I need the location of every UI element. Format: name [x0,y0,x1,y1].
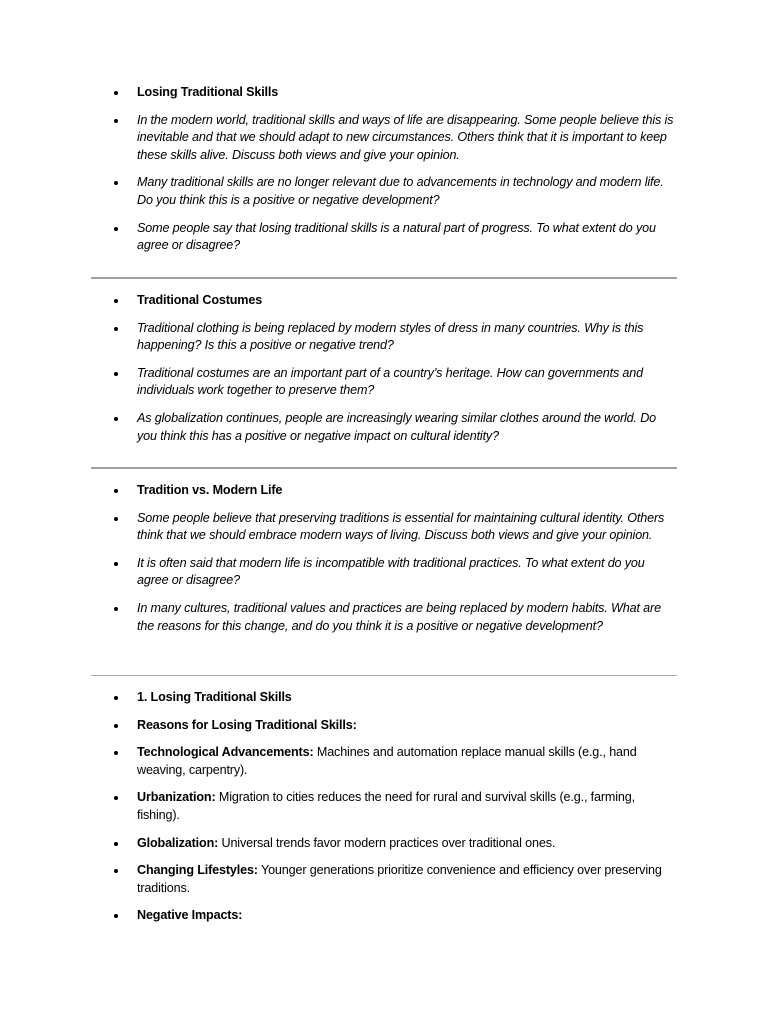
bullet-icon [114,489,118,493]
bullet-icon [114,696,118,700]
list-item [91,410,677,445]
section-heading: Tradition vs. Modern Life [137,483,283,497]
term-label: Globalization: [137,835,219,850]
term-description: Universal trends favor modern practices over traditional ones. [218,835,556,850]
list-item [91,174,677,209]
bullet-icon [114,517,118,521]
horizontal-divider [91,277,677,279]
list-item-subheading [91,717,677,735]
section-traditional-costumes [91,292,677,445]
bullet-icon [114,299,118,303]
question-text: In the modern world, traditional skills and ways of life are disappearing. Some people believe this is inevitable and that we should adapt to new circumstances. Others think that it is important to keep these skills alive. Discuss both views and give your opinion. [137,112,674,162]
question-text: In many cultures, traditional values and practices are being replaced by modern habits. What are the reasons for this change, and do you think it is a positive or negative development? [137,600,661,633]
list-item [91,555,677,590]
bullet-icon [114,372,118,376]
question-text: Many traditional skills are no longer relevant due to advancements in technology and modern life. Do you think this is a positive or negative development? [137,175,664,207]
list-item [91,320,677,355]
bullet-list [91,482,677,635]
subheading: Negative Impacts: [137,908,243,923]
bullet-icon [114,417,118,421]
bullet-icon [114,724,118,728]
list-item-heading [91,84,677,102]
bullet-icon [114,607,118,611]
bullet-list [91,84,677,255]
list-item-heading [91,482,677,500]
bullet-icon [114,562,118,566]
question-text: Traditional clothing is being replaced by modern styles of dress in many countries. Why is this happening? Is this a positive or negative trend? [137,320,644,353]
section-heading: Traditional Costumes [137,293,263,307]
subheading: Reasons for Losing Traditional Skills: [137,717,357,732]
horizontal-divider [91,467,677,469]
list-item [91,112,677,165]
bullet-icon [114,119,118,123]
list-item [91,220,677,255]
bullet-icon [114,914,118,918]
section-losing-traditional-skills [91,84,677,255]
bullet-list [91,292,677,445]
bullet-icon [114,869,118,873]
list-item [91,744,677,779]
list-item-heading [91,689,677,707]
list-item [91,510,677,545]
list-item [91,365,677,400]
term-label: Technological Advancements: [137,745,314,760]
list-item [91,789,677,824]
bullet-icon [114,327,118,331]
term-label: Urbanization: [137,790,216,805]
section-heading: 1. Losing Traditional Skills [137,690,292,704]
term-label: Changing Lifestyles: [137,863,258,878]
term-description: Migration to cities reduces the need for rural and survival skills (e.g., farming, fishing). [137,790,635,822]
list-item [91,835,677,853]
question-text: Traditional costumes are an important part of a country’s heritage. How can governments and individuals work together to preserve them? [137,365,643,398]
list-item-subheading [91,907,677,925]
bullet-icon [114,91,118,95]
question-text: Some people believe that preserving traditions is essential for maintaining cultural identity. Others think that we should embrace modern ways of living. Discuss both views and give your opinion. [137,510,665,543]
question-text: Some people say that losing traditional skills is a natural part of progress. To what extent do you agree or disagree? [137,220,656,253]
bullet-icon [114,751,118,755]
list-item-heading [91,292,677,310]
horizontal-divider [91,675,677,676]
section-heading: Losing Traditional Skills [137,85,279,99]
list-item [91,600,677,635]
question-text: It is often said that modern life is incompatible with traditional practices. To what extent do you agree or disagree? [137,555,645,588]
bullet-icon [114,227,118,231]
list-item [91,862,677,897]
section-losing-skills-notes [91,689,677,925]
section-tradition-vs-modern-life [91,482,677,635]
bullet-icon [114,842,118,846]
term-description: Younger generations prioritize convenience and efficiency over preserving traditions. [137,863,662,895]
term-description: Machines and automation replace manual skills (e.g., hand weaving, carpentry). [137,745,637,777]
bullet-icon [114,796,118,800]
question-text: As globalization continues, people are increasingly wearing similar clothes around the world. Do you think this has a positive or negative impact on cultural identity? [137,410,657,443]
bullet-icon [114,181,118,185]
bullet-list [91,689,677,925]
